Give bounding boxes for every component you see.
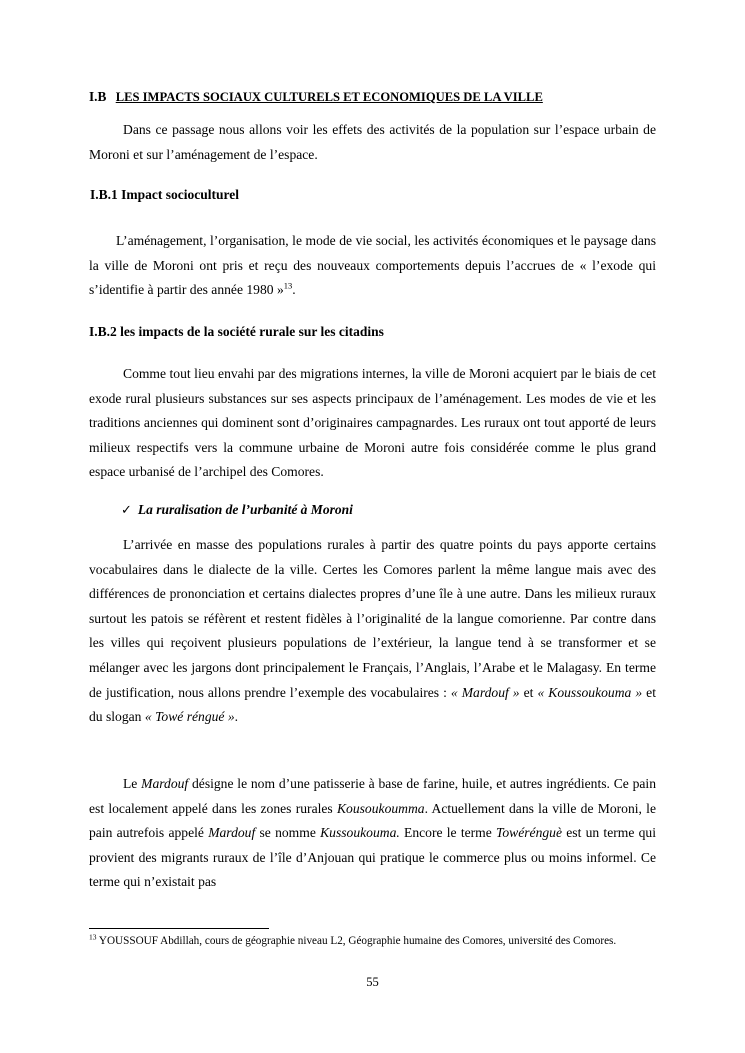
socioculturel-text: L’aménagement, l’organisation, le mode de vie social, les activités économiques et le paysage dans la ville de Moroni ont pris et reçu des nouveaux comportements depuis l’accrues de « l’exode qui s’identifie à partir des année 1980 » <box>89 233 656 298</box>
rural-impacts-paragraph: Comme tout lieu envahi par des migrations internes, la ville de Moroni acquiert par le biais de cet exode rural plusieurs substances sur ses aspects principaux de l’aménagement. Les modes de vie et les traditions anciennes qui dominent sont d’originaires campagnardes. Les ruraux ont tout apporté de leurs milieux respectifs vers la commune urbaine de Moroni autre fois considérée comme le plus grand espace urbanisé de l’archipel des Comores. <box>89 366 656 480</box>
section-heading <box>89 89 543 105</box>
ruralisation-text: L’arrivée en masse des populations rurales à partir des quatre points du pays apporte certains vocabulaires dans le dialecte de la ville. Certes les Comores parlent la même langue mais avec des différences de prononciation et certains dialectes propres d’une île à une autre. Dans les milieux ruraux surtout les patois se réfèrent et restent fidèles à l’originalité de la langue comorienne. Par contre dans les villes qui reçoivent plusieurs populations de l’extérieur, la langue tend à se transformer et se mélanger avec les jargons dont principalement le Français, l’Anglais, l’Arabe et le Malagasy. En terme de justification, nous allons prendre l’exemple des vocabulaires : <box>89 537 656 700</box>
slogan-intro: et du slogan <box>89 684 656 725</box>
footnote-number: 13 <box>89 932 97 942</box>
term-mardouf: Mardouf <box>208 825 256 841</box>
intro-paragraph: Dans ce passage nous allons voir les effets des activités de la population sur l’espace urbain de Moroni et sur l’aménagement de l’espace. <box>89 122 656 162</box>
subsection-heading-1: I.B.1 Impact socioculturel <box>90 187 239 202</box>
ruralisation-paragraph-2 <box>89 772 656 895</box>
footnote-ref: 13 <box>283 280 293 291</box>
socioculturel-end: . <box>292 282 296 298</box>
subsection-heading-2: I.B.2 les impacts de la société rurale sur les citadins <box>89 324 384 339</box>
footnote <box>89 934 656 949</box>
footnote-divider <box>89 928 269 929</box>
text-fragment: se nomme <box>255 825 321 841</box>
checkmark-icon: ✓ <box>121 503 132 518</box>
ruralisation-paragraph-1 <box>89 533 656 730</box>
slogan-towe-rengue: « Towé réngué » <box>144 709 235 725</box>
section-title: LES IMPACTS SOCIAUX CULTURELS ET ECONOMIQUES DE LA VILLE <box>115 90 543 104</box>
footnote-text: YOUSSOUF Abdillah, cours de géographie niveau L2, Géographie humaine des Comores, université des Comores. <box>96 935 617 947</box>
text-fragment: désigne le nom d’une patisserie à base de farine, huile, et autres ingrédients. Ce pain est localement appelé dans les zones rurales <box>89 776 656 816</box>
term-mardouf: Mardouf <box>141 776 189 791</box>
text-fragment: Encore le terme <box>399 825 497 841</box>
text-fragment: Le <box>123 776 142 791</box>
ruralisation-heading <box>121 502 353 518</box>
term-koussoukouma: « Koussoukouma » <box>537 684 643 700</box>
text-fragment: est un terme qui provient des migrants ruraux de l’île d’Anjouan qui pratique le commerce plus ou moins informel. Ce terme qui n’existait pas <box>89 825 656 890</box>
page-number: 55 <box>366 975 379 989</box>
term-towerengue: Towérénguè <box>496 825 562 841</box>
term-mardouf: « Mardouf » <box>450 684 520 700</box>
ruralisation-title: La ruralisation de l’urbanité à Moroni <box>137 502 353 517</box>
section-number: I.B <box>89 89 107 104</box>
socioculturel-paragraph <box>89 229 656 303</box>
term-kousoukoumma: Kousoukoumma <box>336 800 425 816</box>
conjunction: et <box>519 684 538 700</box>
term-kussoukouma: Kussoukouma. <box>320 825 400 841</box>
paragraph-end: . <box>234 709 239 725</box>
text-fragment: . Actuellement dans la ville de Moroni, le pain autrefois appelé <box>89 800 656 841</box>
